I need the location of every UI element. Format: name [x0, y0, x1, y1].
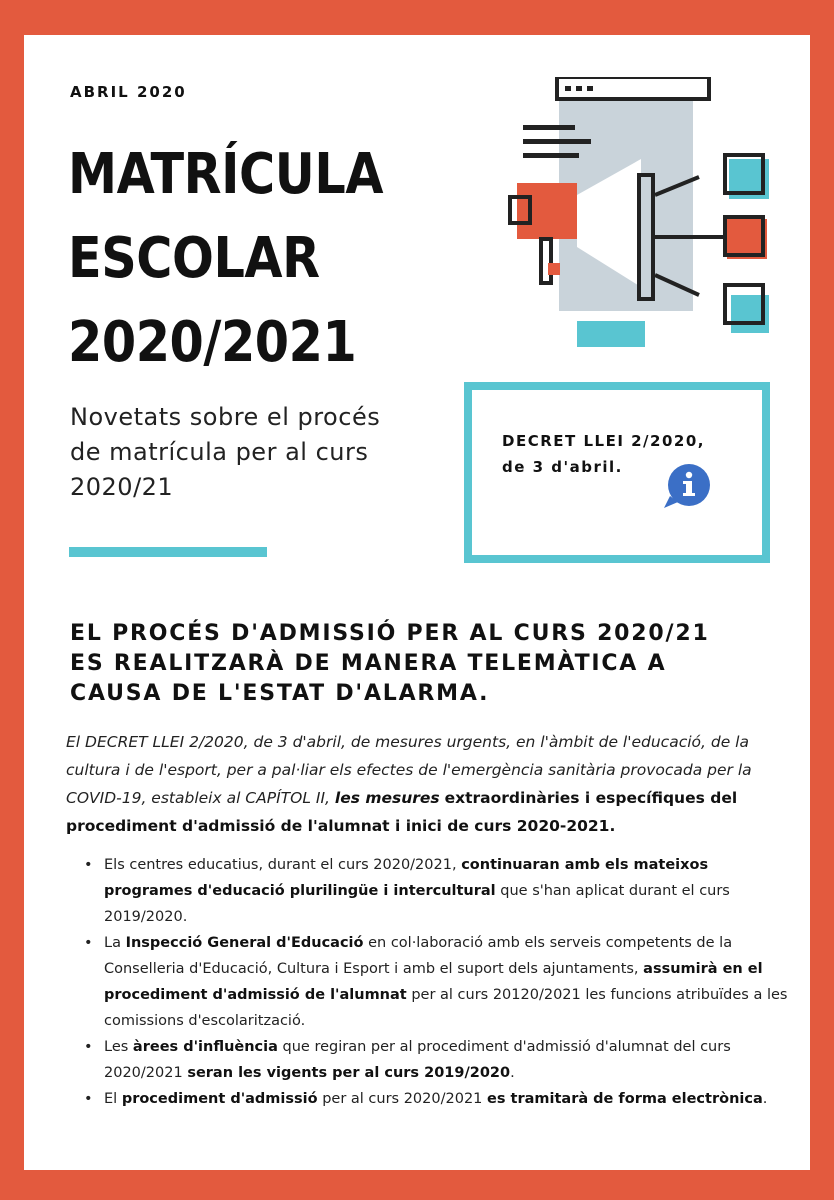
intro-bold-italic: les mesures	[334, 789, 440, 807]
list-text: .	[762, 1091, 768, 1107]
intro-italic: El DECRET LLEI 2/2020, de 3 d'abril, de mesures urgents, en l'àmbit de l'educació, de la cultura i de l'esport, per a pal·liar els efectes de l'emergència sanitària provocada per la COVID-19, estableix al CAPÍTOL II,	[66, 733, 752, 807]
page-title	[68, 133, 383, 385]
list-bold: continuaran amb els mateixos programes d'educació plurilingüe i intercultural	[104, 857, 709, 899]
headline-line-1: EL PROCÉS D'ADMISSIÓ PER AL CURS 2020/21	[70, 621, 710, 647]
list-item	[82, 1034, 796, 1086]
list-text: que regiran per al procediment d'admissió d'alumnat del curs 2020/2021	[104, 1039, 731, 1081]
title-line-3: 2020/2021	[68, 310, 357, 375]
list-text: Els centres educatius, durant el curs 2020/2021,	[104, 857, 457, 873]
list-text: en col·laboració amb els serveis competents de la Conselleria d'Educació, Cultura i Esport i amb el suport dels ajuntaments,	[104, 935, 733, 977]
list-text: El	[104, 1091, 118, 1107]
list-item	[82, 1086, 796, 1112]
list-bold: es tramitarà de forma electrònica	[487, 1091, 763, 1107]
list-item	[82, 930, 796, 1034]
subtitle: Novetats sobre el procés de matrícula per al curs 2020/21	[70, 403, 381, 501]
list-bold: procediment d'admissió	[121, 1091, 318, 1107]
decree-line-2: de 3 d'abril.	[502, 458, 623, 476]
bullet-list	[82, 852, 796, 1112]
megaphone-announcement-icon	[479, 77, 771, 347]
info-icon	[662, 462, 712, 512]
list-bold: Inspecció General d'Educació	[125, 935, 364, 951]
headline-line-3: CAUSA DE L'ESTAT D'ALARMA.	[70, 681, 490, 707]
date-label: ABRIL 2020	[70, 83, 187, 101]
headline-line-2: ES REALITZARÀ DE MANERA TELEMÀTICA A	[70, 651, 667, 677]
list-text: .	[510, 1065, 515, 1081]
list-bold: seran les vigents per al curs 2019/2020	[187, 1065, 511, 1081]
flyer-page	[24, 35, 810, 1170]
list-bold: àrees d'influència	[132, 1039, 278, 1055]
list-text: La	[104, 935, 121, 951]
title-line-2: ESCOLAR	[68, 226, 320, 291]
accent-bar	[69, 547, 267, 557]
list-text: Les	[104, 1039, 129, 1055]
decree-box	[464, 382, 770, 563]
intro-paragraph	[66, 728, 796, 840]
list-bold: assumirà en el procediment d'admissió de l'alumnat	[104, 961, 763, 1003]
decree-line-1: DECRET LLEI 2/2020,	[502, 432, 705, 450]
list-text: per al curs 2020/2021	[322, 1091, 483, 1107]
title-line-1: MATRÍCULA	[68, 142, 384, 207]
intro-bold: extraordinàries i específiques del procediment d'admissió de l'alumnat i inici de curs 2020-2021.	[66, 789, 738, 835]
list-text: per al curs 20120/2021 les funcions atribuïdes a les comissions d'escolarització.	[104, 987, 788, 1029]
headline	[70, 619, 770, 709]
list-text: que s'han aplicat durant el curs 2019/2020.	[104, 883, 730, 925]
list-item	[82, 852, 796, 930]
